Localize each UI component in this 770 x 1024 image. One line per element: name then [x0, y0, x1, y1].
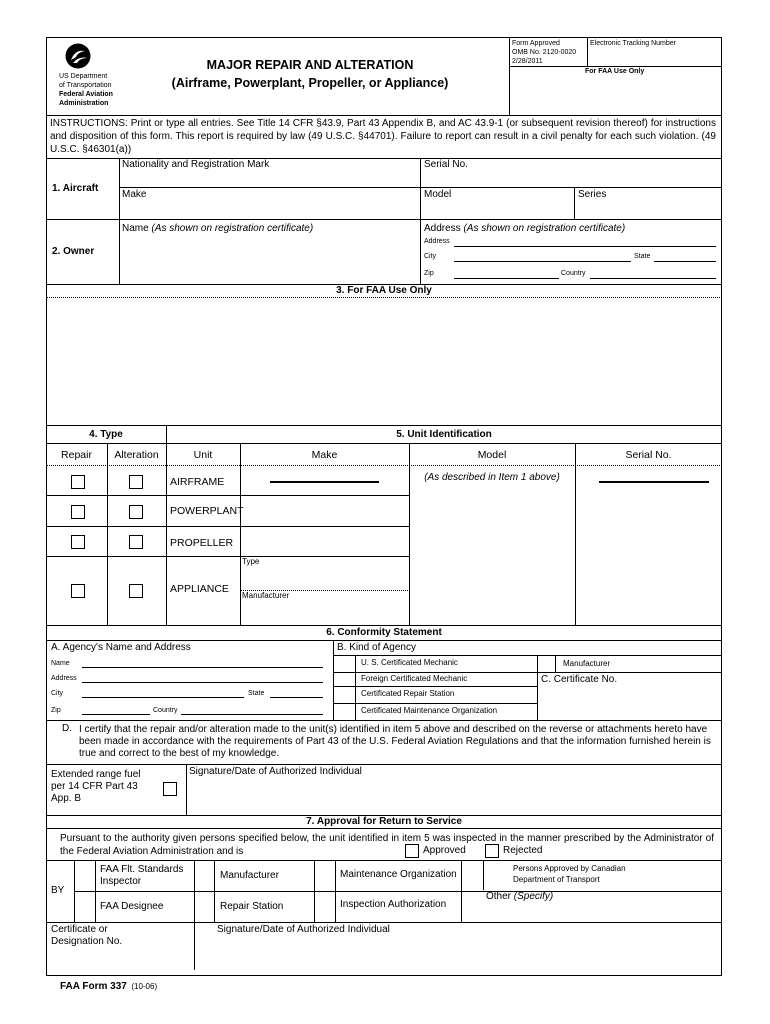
- aircraft-serial-input[interactable]: [423, 170, 719, 186]
- other-label: Other (Specify): [486, 891, 554, 902]
- canadian-checkbox[interactable]: [462, 861, 483, 891]
- faa-flt-standards-checkbox[interactable]: [75, 861, 95, 891]
- repair-station-checkbox[interactable]: [334, 687, 355, 703]
- form-subtitle: (Airframe, Powerplant, Propeller, or Appliance): [171, 76, 449, 90]
- pursuant-statement: Pursuant to the authority given persons specified below, the unit identified in item 5 was inspected in the manner prescribed by the Administrator of the Federal Aviation Administration and is: [60, 833, 714, 857]
- ext-range-line3: App. B: [51, 793, 82, 804]
- approval-repair-station-label: Repair Station: [220, 901, 284, 912]
- aircraft-series-input[interactable]: [577, 201, 719, 217]
- series-label: Series: [578, 189, 607, 200]
- airframe-make-line: [270, 481, 379, 483]
- powerplant-alteration-checkbox[interactable]: [129, 505, 143, 519]
- us-mechanic-checkbox[interactable]: [334, 656, 355, 671]
- appliance-manufacturer-label: Manufacturer: [242, 591, 290, 600]
- faa-designee-checkbox[interactable]: [75, 892, 95, 922]
- us-mechanic-label: U. S. Certificated Mechanic: [361, 658, 458, 667]
- unit-propeller: PROPELLER: [170, 537, 234, 549]
- owner-city-label: City: [424, 253, 437, 260]
- powerplant-repair-checkbox[interactable]: [71, 505, 85, 519]
- propeller-alteration-checkbox[interactable]: [129, 535, 143, 549]
- approval-manufacturer-label: Manufacturer: [220, 870, 279, 881]
- model-col-header: Model: [477, 449, 507, 461]
- agency-line3: Federal Aviation: [59, 91, 113, 98]
- approval-signature-label: Signature/Date of Authorized Individual: [217, 924, 390, 935]
- owner-label: 2. Owner: [52, 246, 95, 257]
- canadian-line2: Department of Transport: [513, 875, 600, 884]
- omb-number: OMB No. 2120-0020: [512, 49, 577, 56]
- cert-designation-line1: Certificate or: [51, 924, 108, 935]
- approval-maint-org-label: Maintenance Organization: [340, 869, 457, 880]
- approval-signature-input[interactable]: [196, 938, 718, 972]
- omb-date: 2/28/2011: [512, 58, 543, 65]
- agency-name-label: A. Agency's Name and Address: [51, 642, 191, 653]
- owner-zip-input[interactable]: [454, 278, 559, 279]
- conformity-signature-input[interactable]: [188, 779, 718, 813]
- agency-country-input[interactable]: [181, 714, 323, 715]
- agency-name-input[interactable]: [82, 667, 323, 668]
- owner-address-label: Address (As shown on registration certificate): [424, 223, 626, 234]
- maint-org-label: Certificated Maintenance Organization: [361, 706, 498, 715]
- approval-repair-station-checkbox[interactable]: [195, 892, 214, 922]
- owner-state-input[interactable]: [654, 261, 716, 262]
- agency-address-small: Address: [51, 675, 77, 682]
- airframe-alteration-checkbox[interactable]: [129, 475, 143, 489]
- manufacturer-agency-label: Manufacturer: [563, 659, 611, 668]
- registration-input[interactable]: [121, 170, 418, 186]
- serial-col-header: Serial No.: [625, 449, 672, 461]
- maint-org-checkbox[interactable]: [334, 704, 355, 720]
- aircraft-make-input[interactable]: [121, 201, 418, 217]
- cert-designation-line2: Designation No.: [51, 936, 123, 947]
- inspection-auth-label: Inspection Authorization: [340, 899, 447, 910]
- approval-manufacturer-checkbox[interactable]: [195, 861, 214, 891]
- approved-label: Approved: [423, 845, 466, 856]
- unit-id-title: 5. Unit Identification: [396, 429, 492, 440]
- agency-line1: US Department: [59, 73, 108, 80]
- d-label: D.: [62, 723, 72, 734]
- foreign-mechanic-checkbox[interactable]: [334, 673, 355, 686]
- agency-line2: of Transportation: [59, 82, 112, 89]
- faa-use-only-title: 3. For FAA Use Only: [336, 285, 432, 296]
- conformity-signature-label: Signature/Date of Authorized Individual: [189, 766, 362, 777]
- canadian-line1: Persons Approved by Canadian: [513, 864, 626, 873]
- appliance-alteration-checkbox[interactable]: [129, 584, 143, 598]
- agency-name-small: Name: [51, 660, 70, 667]
- faa-use-header: For FAA Use Only: [585, 68, 645, 75]
- agency-city-input[interactable]: [82, 697, 244, 698]
- owner-name-label: Name (As shown on registration certificate): [122, 223, 314, 234]
- model-label: Model: [424, 189, 452, 200]
- appliance-repair-checkbox[interactable]: [71, 584, 85, 598]
- owner-address-small: Address: [424, 238, 450, 245]
- unit-powerplant: POWERPLANT: [170, 505, 244, 517]
- make-label: Make: [122, 189, 147, 200]
- owner-city-input[interactable]: [454, 261, 631, 262]
- repair-station-label: Certificated Repair Station: [361, 689, 455, 698]
- owner-country-input[interactable]: [590, 278, 716, 279]
- as-described-note: (As described in Item 1 above): [424, 472, 560, 483]
- by-label: BY: [51, 885, 65, 896]
- owner-zip-label: Zip: [424, 270, 434, 277]
- approval-maint-org-checkbox[interactable]: [315, 861, 335, 891]
- form-number: FAA Form 337 (10-06): [60, 981, 158, 992]
- faa-flt-standards-line2: Inspector: [100, 876, 142, 887]
- agency-address-input[interactable]: [82, 682, 323, 683]
- faa-use-area: [48, 298, 720, 424]
- agency-country-small: Country: [153, 707, 178, 714]
- airframe-serial-line: [599, 481, 709, 483]
- foreign-mechanic-label: Foreign Certificated Mechanic: [361, 674, 468, 683]
- rejected-checkbox[interactable]: [485, 844, 499, 858]
- dot-logo: [65, 43, 91, 69]
- approval-title: 7. Approval for Return to Service: [306, 816, 462, 827]
- manufacturer-checkbox[interactable]: [538, 656, 555, 672]
- faa-designee-label: FAA Designee: [100, 901, 164, 912]
- appliance-type-label: Type: [242, 557, 260, 566]
- unit-col-header: Unit: [193, 449, 213, 461]
- nationality-label: Nationality and Registration Mark: [122, 159, 270, 170]
- kind-of-agency-label: B. Kind of Agency: [337, 642, 416, 653]
- agency-zip-input[interactable]: [82, 714, 150, 715]
- form-title: MAJOR REPAIR AND ALTERATION: [206, 58, 414, 72]
- owner-address-input[interactable]: [454, 246, 716, 247]
- dot-logo-icon: [65, 43, 91, 69]
- inspection-auth-checkbox[interactable]: [315, 892, 335, 922]
- agency-state-small: State: [248, 690, 265, 697]
- type-title: 4. Type: [89, 429, 123, 440]
- agency-state-input[interactable]: [270, 697, 323, 698]
- serial-label: Serial No.: [424, 159, 468, 170]
- ext-range-line2: per 14 CFR Part 43: [51, 781, 138, 792]
- form-approved: Form Approved: [512, 40, 560, 47]
- airframe-repair-checkbox[interactable]: [71, 475, 85, 489]
- cert-designation-input[interactable]: [48, 948, 192, 972]
- propeller-repair-checkbox[interactable]: [71, 535, 85, 549]
- ext-range-line1: Extended range fuel: [51, 769, 141, 780]
- certificate-no-label: C. Certificate No.: [541, 674, 618, 685]
- instructions: INSTRUCTIONS: Print or type all entries. See Title 14 CFR §43.9, Part 43 Appendix B, and AC 43.9-1 (or subsequent revision thereof) for instructions and disposition of this form. This report is required by law (49 U.S.C. §44701). Failure to report can result in a civil penalty for each such violation. (49 U.S.C. §46301(a)): [50, 118, 716, 155]
- aircraft-model-input[interactable]: [423, 201, 573, 217]
- agency-city-small: City: [51, 690, 64, 697]
- rejected-label: Rejected: [503, 845, 543, 856]
- tracking-label: Electronic Tracking Number: [590, 40, 676, 47]
- agency-line4: Administration: [59, 100, 109, 107]
- repair-col-header: Repair: [61, 449, 92, 461]
- certify-statement: I certify that the repair and/or alteration made to the unit(s) identified in item 5 above and described on the reverse or attachments hereto have been made in accordance with the requirements of Part 43 of the U.S. Federal Aviation Regulations and that the information furnished herein is true and correct to the best of my knowledge.: [79, 724, 711, 759]
- approved-checkbox[interactable]: [405, 844, 419, 858]
- make-col-header: Make: [311, 449, 338, 461]
- owner-name-input[interactable]: [121, 236, 418, 282]
- faa-flt-standards-line1: FAA Flt. Standards: [100, 864, 184, 875]
- agency-zip-small: Zip: [51, 707, 61, 714]
- alteration-col-header: Alteration: [114, 449, 159, 461]
- unit-appliance: APPLIANCE: [170, 583, 229, 595]
- other-specify-input[interactable]: [486, 904, 718, 920]
- ext-range-checkbox[interactable]: [163, 782, 177, 796]
- owner-state-label: State: [634, 253, 651, 260]
- certificate-no-input[interactable]: [540, 687, 720, 719]
- conformity-title: 6. Conformity Statement: [326, 627, 442, 638]
- aircraft-label: 1. Aircraft: [52, 183, 99, 194]
- unit-airframe: AIRFRAME: [170, 476, 225, 488]
- owner-country-label: Country: [561, 270, 586, 277]
